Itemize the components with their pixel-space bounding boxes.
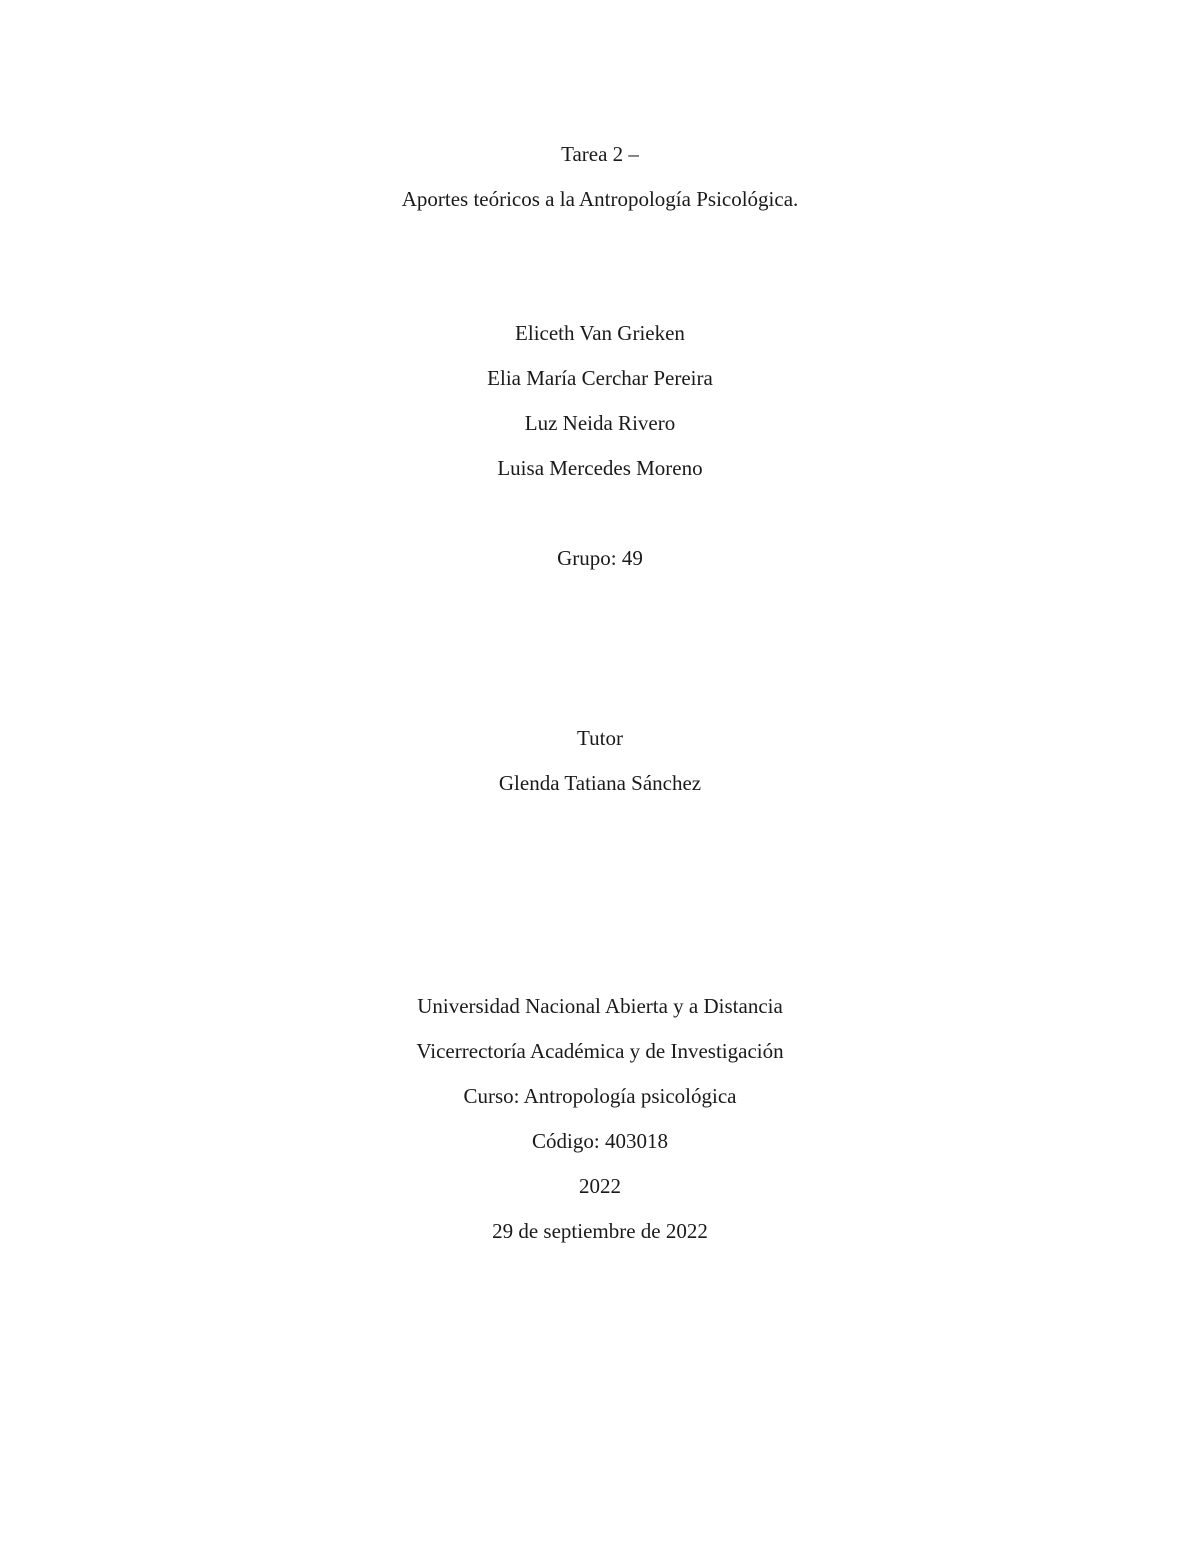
tutor-name: Glenda Tatiana Sánchez	[498, 771, 702, 795]
group-number: Grupo: 49	[557, 546, 643, 570]
title-line-2: Aportes teóricos a la Antropología Psicológica.	[401, 187, 799, 211]
submission-date: 29 de septiembre de 2022	[492, 1219, 708, 1243]
title-line-1: Tarea 2 –	[561, 142, 639, 166]
vice-rectorate: Vicerrectoría Académica y de Investigación	[416, 1039, 784, 1063]
author-name: Luz Neida Rivero	[524, 411, 676, 435]
course-code: Código: 403018	[532, 1129, 668, 1153]
author-name: Elia María Cerchar Pereira	[487, 366, 713, 390]
author-name: Eliceth Van Grieken	[515, 321, 685, 345]
university-name: Universidad Nacional Abierta y a Distancia	[417, 994, 783, 1018]
author-name: Luisa Mercedes Moreno	[497, 456, 703, 480]
course-name: Curso: Antropología psicológica	[463, 1084, 737, 1108]
tutor-label: Tutor	[577, 726, 623, 750]
year: 2022	[579, 1174, 621, 1198]
